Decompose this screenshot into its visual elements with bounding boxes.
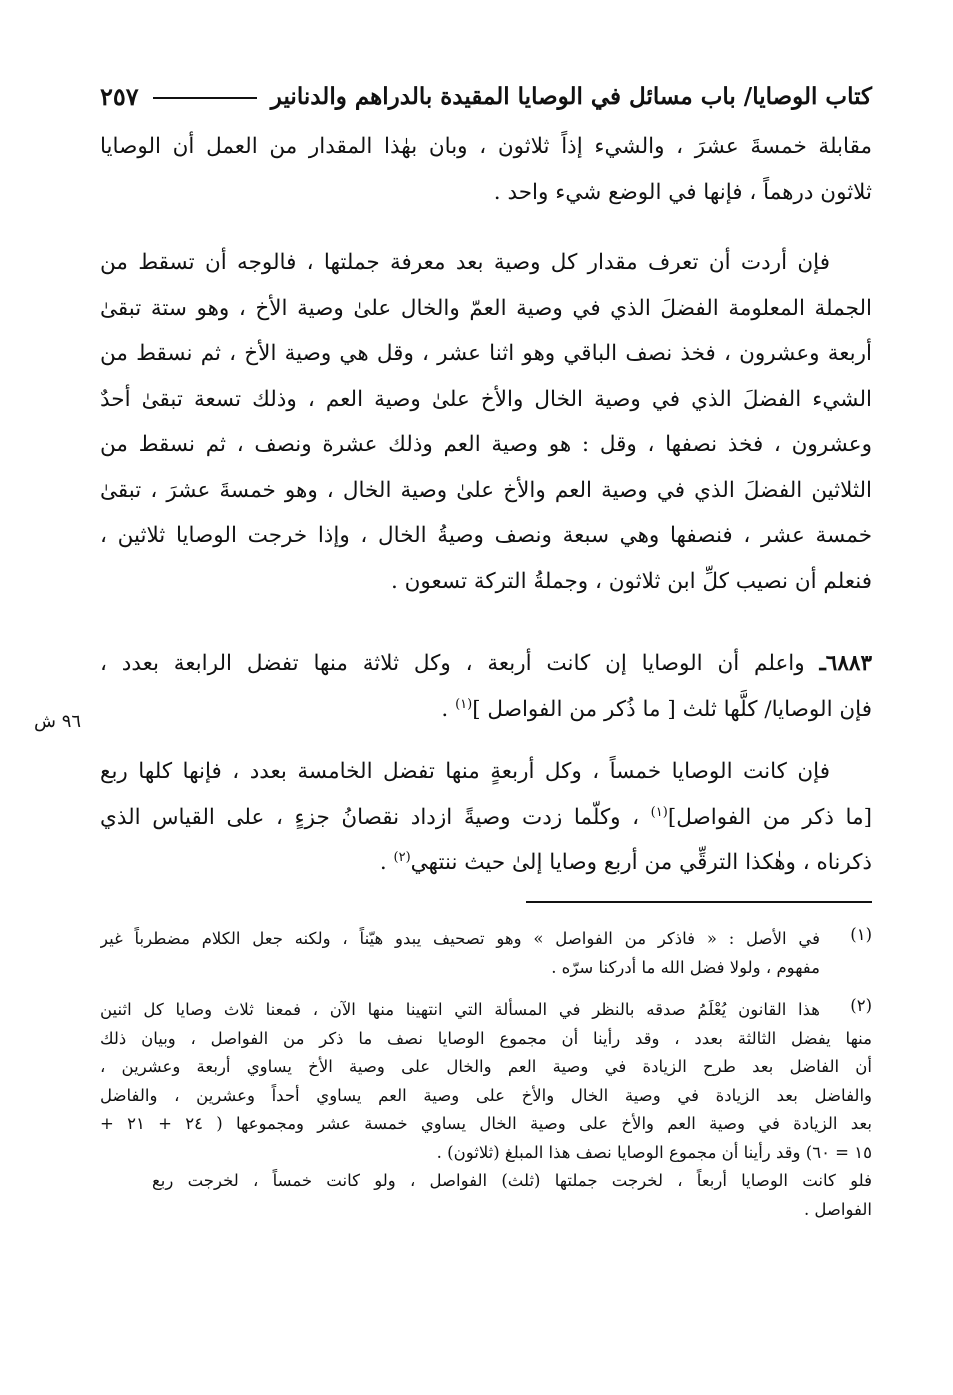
paragraph-number: ٦٨٨٣ـ [819,651,872,676]
text-fragment: واعلم أن الوصايا إن كانت أربعة ، وكل ثلاثة منها تفضل الرابعة بعدد ، [100,651,805,676]
text-fragment: ، وكلّما زدت وصيةً ازداد نقصانُ جزءٍ ، على القياس الذي [100,804,651,830]
text-fragment: . [379,850,394,875]
footnote-line: ١٥ = ٦٠) وقد رأينا أن مجموع الوصايا نصف هذا المبلغ (ثلاثون) . [436,1142,872,1162]
footnote-ref: (١) [455,696,473,712]
text-line: خمسة عشر ، فنصفها وهي سبعة ونصف وصيةُ الخال ، وإذا خرجت الوصايا ثلاثين ، [100,523,872,548]
footnote-ref: (٢) [393,849,411,865]
paragraph-6883 [100,641,872,732]
footnote-line: في الأصل : « فاذكر من الفواصل » وهو تصحيف يبدو هيّناً ، ولكنه جعل الكلام مضطرباً غير [100,929,820,948]
text-line: أربعة وعشرون ، فخذ نصف الباقي وهو اثنا عشر ، وقل هي وصية الأخ ، ثم نسقط من [100,341,872,366]
text-line: فإن كانت الوصايا خمساً ، وكل أربعةٍ منها تفضل الخامسة بعدد ، فإنها كلها ربع [100,759,830,784]
text-line: وعشرون ، فخذ نصفها ، وقل : هو وصية العم وذلك عشرة ونصف ، ثم نسقط من [100,432,872,457]
text-line [100,795,872,841]
running-header [100,74,872,118]
text-line: فإن أردت أن تعرف مقدار كل وصية بعد معرفة جملتها ، فالوجه أن تسقط من [100,250,830,275]
footnote-line: الفواصل . [803,1199,872,1219]
footnote-ref: (١) [650,804,668,820]
paragraph-five-bequests [100,749,872,886]
footnote-line: مفهوم ، ولولا فضل الله ما أدركنا سرّه . [551,957,820,977]
footnote-1 [100,925,872,982]
text-line: الجملة المعلومة الفضلَ الذي في وصية العمّ والخال علىٰ وصية الأخ ، وهو ستة تبقىٰ [100,295,872,321]
page-number: ٢٥٧ [100,81,139,111]
margin-folio-note: ٩٦ ش [34,711,82,732]
text-fragment: ذكرناه ، وهٰكذا الترقِّي من أربع وصايا إلىٰ حيث ننتهي [410,850,872,875]
paragraph-continuation [100,124,872,215]
footnote-separator [526,901,872,903]
footnote-line: بعد الزيادة في وصية العم والأخ على وصية الخال يساوي خمسة عشر ومجموعها ( ٢٤ + ٢١ + [100,1114,872,1133]
text-fragment: . [441,696,456,722]
footnote-line: منها يفضل الثالثة بعدد ، وقد رأينا أن مجموع الوصايا نصف ما ذكر من الفواصل ، وبيان ذلك [100,1028,872,1048]
footnote-line: فلو كانت الوصايا أربعاً ، لخرجت جملتها (ثلث) الفواصل ، ولو كانت خمساً ، لخرجت ربع [152,1171,872,1190]
footnote-line: هذا القانون يُعْلَمُ صدقه بالنظر في المسألة التي انتهينا منها الآن ، فمعنا ثلاث وصايا كل اثنين [100,1000,820,1019]
paragraph-distribution [100,240,872,604]
text-line [100,840,872,886]
footnote-line: والفاضل بعد الزيادة في وصية الخال والأخ على وصية العم يساوي أحداً وعشرين ، والفاضل [100,1085,872,1105]
header-rule [153,97,257,99]
text-line: مقابلة خمسةَ عشرَ ، والشيء إذاً ثلاثون ، وبان بهٰذا المقدار من العمل أن الوصايا [100,134,872,159]
text-line: فنعلم أن نصيب كلِّ ابن ثلاثون ، وجملةُ التركة تسعون . [390,568,872,594]
text-fragment: [ما ذكر من الفواصل] [667,804,872,830]
footnote-2 [100,996,872,1224]
text-line [100,687,872,733]
footnote-number: (١) [850,925,872,944]
text-fragment: فإن الوصايا/ كلَّها ثلث [ ما ذُكر من الفواصل ] [472,696,872,722]
header-title: كتاب الوصايا/ باب مسائل في الوصايا المقيدة بالدراهم والدنانير [270,82,872,110]
text-line: ثلاثون درهماً ، فإنها في الوضع شيء واحد . [493,179,872,205]
footnote-number: (٢) [850,996,872,1015]
footnote-line: أن الفاضل بعد طرح الزيادة في وصية العم والخال على وصية الأخ يساوي أربعة وعشرين ، [100,1057,872,1076]
text-line [100,641,872,687]
text-line: الثلاثين الفضلَ الذي في وصية العم والأخ علىٰ وصية الخال ، وهو خمسةَ عشرَ ، تبقىٰ [100,477,872,503]
text-line: الشيء الفضلَ الذي في وصية الخال والأخ علىٰ وصية العم ، وذلك تسعة تبقىٰ أحدٌ [100,386,872,412]
